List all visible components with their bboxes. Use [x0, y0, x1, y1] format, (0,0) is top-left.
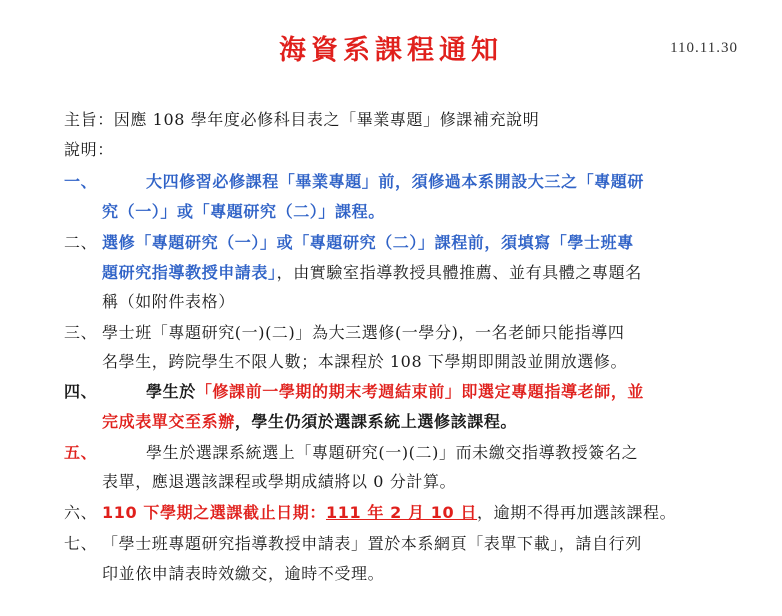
- item-2-number: 二、: [64, 233, 98, 252]
- item-1-number: 一、: [64, 172, 98, 191]
- item-2-text-rest: ，由實驗室指導教授具體推薦、並有具體之專題名: [276, 263, 642, 282]
- item-2-text-end: 稱（如附件表格）: [102, 292, 235, 311]
- item-4-text-rest: ，學生仍須於選課系統上選修該課程。: [234, 412, 518, 431]
- item-4-text-cont: [102, 412, 517, 432]
- item-4: [64, 382, 644, 402]
- item-3: [64, 323, 624, 343]
- item-7-text-cont: 印並依申請表時效繳交，逾時不受理。: [102, 564, 385, 583]
- item-3-text: 學士班「專題研究(一)(二)」為大三選修(一學分)，一名老師只能指導四: [102, 323, 625, 342]
- item-3-number: 三、: [64, 323, 98, 342]
- page-title: 海資系課程通知: [279, 35, 503, 66]
- item-4-number: 四、: [64, 382, 98, 401]
- item-1-text: 大四修習必修課程「畢業專題」前，須修過本系開設大三之「專題研: [146, 172, 645, 191]
- intro-label: 說明：: [64, 140, 114, 159]
- subject-line: 主旨：因應 108 學年度必修科目表之「畢業專題」修課補充說明: [64, 110, 540, 129]
- item-4-form-submit: 完成表單交至系辦: [102, 412, 235, 431]
- item-2-text-cont: [102, 263, 642, 283]
- item-6: [64, 503, 676, 523]
- item-4-text-lead: 學生於: [146, 382, 196, 401]
- item-2-text: 選修「專題研究（一）」或「專題研究（二）」課程前，須填寫「學士班專: [102, 233, 634, 252]
- item-7-number: 七、: [64, 534, 98, 553]
- item-1: [64, 172, 644, 192]
- item-5-number: 五、: [64, 443, 98, 462]
- item-2: [64, 233, 634, 253]
- item-4-deadline: 「修課前一學期的期末考週結束前」即選定專題指導老師，並: [195, 382, 645, 401]
- item-1-text-cont: 究（一）」或「專題研究（二）」課程。: [102, 202, 385, 221]
- item-5-text: 學生於選課系統選上「專題研究(一)(二)」而未繳交指導教授簽名之: [146, 443, 639, 462]
- item-6-number: 六、: [64, 503, 98, 522]
- item-6-text-rest: ，逾期不得再加選該課程。: [477, 503, 677, 522]
- item-6-label: 110 下學期之選課截止日期：: [102, 503, 326, 522]
- item-5: [64, 443, 638, 463]
- item-5-text-cont: 表單，應退選該課程或學期成績將以 0 分計算。: [102, 472, 457, 491]
- item-7-text: 「學士班專題研究指導教授申請表」置於本系網頁「表單下載」，請自行列: [102, 534, 642, 553]
- item-6-deadline-date: 111 年 2 月 10 日: [325, 503, 478, 522]
- item-3-text-cont: 名學生，跨院學生不限人數；本課程於 108 下學期即開設並開放選修。: [102, 352, 628, 371]
- item-7: [64, 534, 642, 554]
- item-2-form-name: 題研究指導教授申請表」: [102, 263, 277, 282]
- notice-date: 110.11.30: [670, 40, 738, 56]
